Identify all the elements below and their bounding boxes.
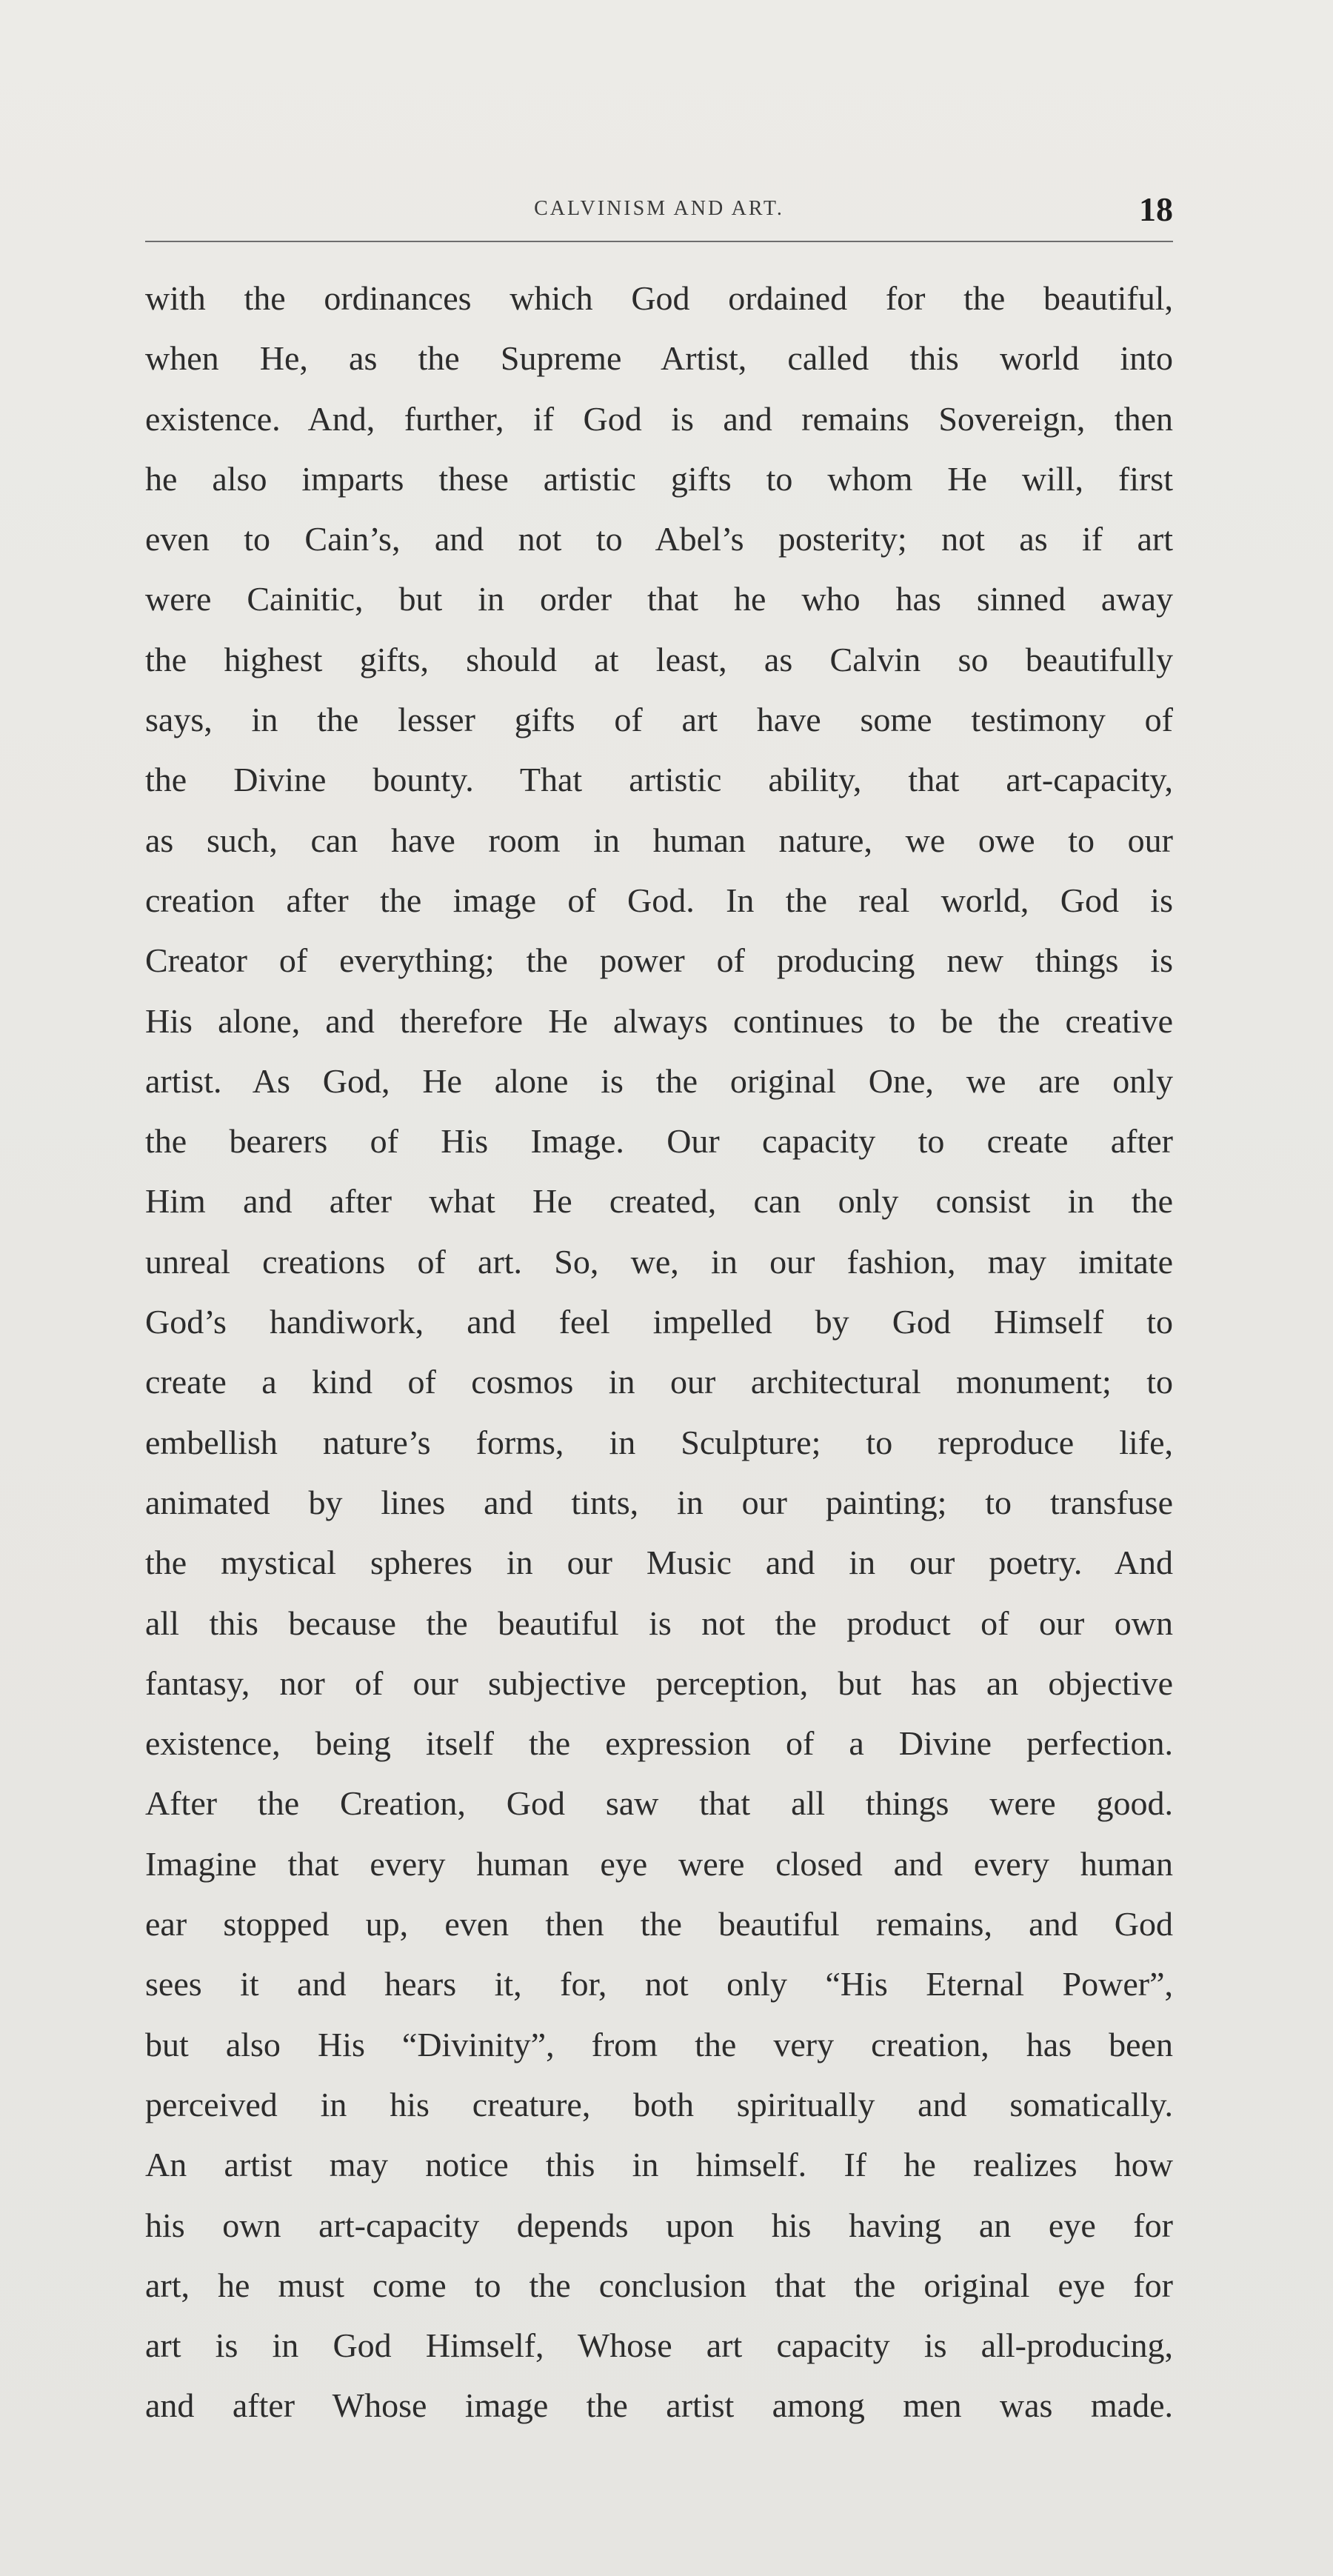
text-line: God’s handiwork, and feel impelled by God Himself to — [145, 1303, 1173, 1341]
text-line: An artist may notice this in himself. If he realizes how — [145, 2146, 1173, 2184]
text-line: create a kind of cosmos in our architectural monument; to — [145, 1363, 1173, 1401]
text-line: even to Cain’s, and not to Abel’s posterity; not as if art — [145, 520, 1173, 558]
header-rule — [145, 241, 1173, 242]
text-line: all this because the beautiful is not the product of our own — [145, 1604, 1173, 1642]
text-line: Him and after what He created, can only consist in the — [145, 1182, 1173, 1221]
text-line: were Cainitic, but in order that he who has sinned away — [145, 580, 1173, 618]
text-line: art is in God Himself, Whose art capacity is all-producing, — [145, 2326, 1173, 2365]
text-line: as such, can have room in human nature, we owe to our — [145, 821, 1173, 859]
page-header — [145, 190, 1173, 231]
running-title: CALVINISM AND ART. — [534, 197, 784, 220]
text-line: says, in the lesser gifts of art have some testimony of — [145, 701, 1173, 739]
text-line: Imagine that every human eye were closed and every human — [145, 1844, 1173, 1883]
page-number: 18 — [1139, 190, 1173, 228]
text-line: creation after the image of God. In the real world, God is — [145, 881, 1173, 919]
body-text — [145, 268, 1173, 2436]
text-line: sees it and hears it, for, not only “His Eternal Power”, — [145, 1965, 1173, 2003]
text-line: Creator of everything; the power of producing new things is — [145, 941, 1173, 980]
text-line: the bearers of His Image. Our capacity to create after — [145, 1122, 1173, 1161]
text-line: but also His “Divinity”, from the very creation, has been — [145, 2025, 1173, 2063]
text-line: ear stopped up, even then the beautiful remains, and God — [145, 1905, 1173, 1943]
text-line: unreal creations of art. So, we, in our fashion, may imitate — [145, 1242, 1173, 1281]
text-line: existence, being itself the expression of a Divine perfection. — [145, 1724, 1173, 1763]
text-line: the Divine bounty. That artistic ability, that art-capacity, — [145, 761, 1173, 799]
text-line: fantasy, nor of our subjective perception, but has an objective — [145, 1664, 1173, 1702]
text-line: he also imparts these artistic gifts to whom He will, first — [145, 459, 1173, 498]
text-line: existence. And, further, if God is and remains Sovereign, then — [145, 399, 1173, 438]
text-line: art, he must come to the conclusion that the original eye for — [145, 2266, 1173, 2304]
text-line: His alone, and therefore He always continues to be the creative — [145, 1001, 1173, 1040]
text-line: when He, as the Supreme Artist, called this world into — [145, 339, 1173, 378]
text-line: animated by lines and tints, in our painting; to transfuse — [145, 1483, 1173, 1521]
text-line: the mystical spheres in our Music and in our poetry. And — [145, 1544, 1173, 1582]
text-line: perceived in his creature, both spiritually and somatically. — [145, 2085, 1173, 2123]
text-line: and after Whose image the artist among men was made. — [145, 2386, 1173, 2425]
text-line: the highest gifts, should at least, as Calvin so beautifully — [145, 640, 1173, 678]
text-line: After the Creation, God saw that all things were good. — [145, 1784, 1173, 1823]
text-line: his own art-capacity depends upon his having an eye for — [145, 2206, 1173, 2244]
text-line: embellish nature’s forms, in Sculpture; to reproduce life, — [145, 1423, 1173, 1461]
text-line: artist. As God, He alone is the original One, we are only — [145, 1061, 1173, 1100]
text-line: with the ordinances which God ordained for the beautiful, — [145, 279, 1173, 317]
